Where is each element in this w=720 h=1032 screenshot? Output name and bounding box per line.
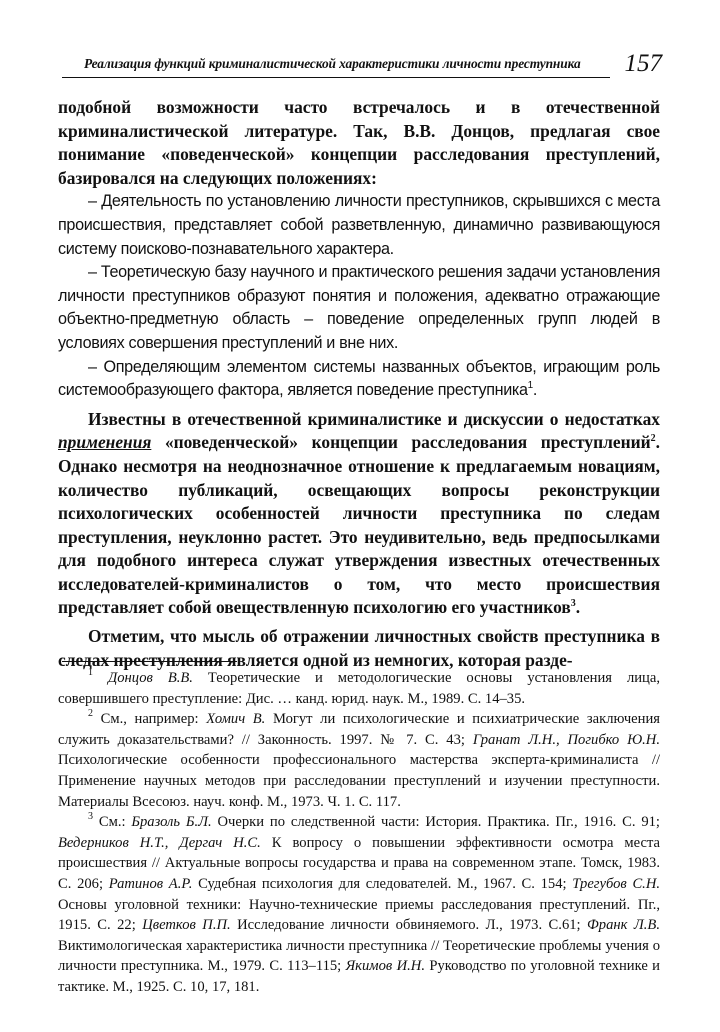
footnote-ref-2: 2 bbox=[650, 433, 656, 445]
footnote-text: См., например: bbox=[100, 711, 199, 728]
footnote-number: 1 bbox=[88, 667, 93, 678]
paragraph-6: Отметим, что мысль об отражении личностных свойств преступника в следах преступления является одной из немногих, которая разде- bbox=[58, 626, 660, 670]
paragraph-5-end: . bbox=[575, 597, 581, 618]
paragraph-4-text: – Определяющим элементом системы названных объектов, играющим роль системообразующего фактора, является поведение преступника bbox=[58, 357, 660, 400]
footnote-3 bbox=[58, 812, 660, 997]
paragraph-3: – Теоретическую базу научного и практического решения задачи установления личности преступников образуют понятия и положения, адекватно отражающие объектно-предметную область – поведение определенных групп людей в условиях совершения преступлений и вне них. bbox=[58, 263, 660, 352]
footnote-author: Гранат Л.Н., Погибко Ю.Н. bbox=[472, 731, 660, 748]
footnote-separator bbox=[62, 661, 237, 662]
paragraph-1: подобной возможности часто встречалось и в отечественной криминалистической литературе. Так, В.В. Донцов, предлагая свое понимание «поведенческой» концепции расследования преступлений, базировался на следующих положениях: bbox=[58, 97, 660, 188]
footnote-text: Виктимологическая характеристика личности преступника // Теоретические проблемы учения о личности преступника. М., 1979. С. 113–115; bbox=[58, 937, 660, 975]
footnote-2 bbox=[58, 709, 660, 812]
footnote-text: Теоретические и методологические основы установления лица, совершившего преступление: Дис. … канд. юрид. наук. М., 1989. С. 14–35. bbox=[58, 670, 660, 707]
footnote-author: Ратинов А.Р. bbox=[108, 875, 193, 892]
footnote-text: Судебная психология для следователей. М., 1967. С. 154; bbox=[198, 875, 567, 892]
footnote-number: 2 bbox=[88, 708, 93, 720]
running-title: Реализация функций криминалистической характеристики личности преступника bbox=[84, 56, 581, 71]
footnote-author: Якимов И.Н. bbox=[345, 958, 425, 975]
paragraph-4-end: . bbox=[532, 381, 538, 400]
footnote-author: Трегубов С.Н. bbox=[572, 875, 661, 892]
footnote-ref-3: 3 bbox=[570, 598, 576, 610]
footnote-number: 3 bbox=[88, 811, 93, 823]
header-rule bbox=[62, 77, 610, 78]
page-header bbox=[62, 50, 674, 84]
paragraph-5-b: «поведенческой» концепции расследования преступлений bbox=[164, 432, 651, 453]
paragraph-5-a: Известны в отечественной криминалистике и дискуссии о недостатках bbox=[88, 408, 660, 429]
footnote-text: Психологические особенности профессионального мастерства эксперта-криминалиста // Применение научных методов при расследовании преступлений и изучении преступности. Материалы Всесоюз. науч. конф. М., 1973. Ч. 1. С. 117. bbox=[58, 752, 660, 810]
paragraph-5-c: . Однако несмотря на неоднозначное отношение к предлагаемым новациям, количество публикаций, освещающих вопросы реконструкции психологических особенностей личности преступника по следам преступления, неуклонно растет. Это неудивительно, ведь предпосылками для подобного интереса служат утверждения известных отечественных исследователей-криминалистов о том, что место происшествия представляет собой овеществленную психологию его участников bbox=[58, 432, 660, 618]
footnotes bbox=[58, 668, 660, 998]
footnote-author: Бразоль Б.Л. bbox=[131, 814, 212, 831]
footnote-text: К вопросу о повышении эффективности осмотра места происшествия // Актуальные вопросы государства и права на современном этапе. Томск, 1983. С. 206; bbox=[58, 834, 661, 892]
footnote-1 bbox=[58, 668, 660, 709]
footnote-text: См.: bbox=[98, 814, 126, 831]
footnote-author: Цветков П.П. bbox=[142, 917, 231, 934]
footnote-text: Исследование личности обвиняемого. Л., 1973. С.61; bbox=[237, 917, 581, 934]
footnote-author: Хомич В. bbox=[206, 711, 266, 728]
page-number: 157 bbox=[624, 50, 662, 77]
paragraph-5 bbox=[58, 408, 660, 620]
main-text bbox=[58, 96, 660, 672]
paragraph-4 bbox=[58, 356, 660, 403]
footnote-text: Руководство по уголовной технике и тактике. М., 1925. С. 10, 17, 181. bbox=[58, 958, 660, 995]
footnote-text: Основы уголовной техники: Научно-технические приемы расследования преступлений. Пг., 1915. С. 22; bbox=[58, 896, 660, 934]
footnote-author: Франк Л.В. bbox=[587, 917, 660, 934]
footnote-text: Могут ли психологические и психиатрические заключения служить доказательствами? // Законность. 1997. № 7. С. 43; bbox=[58, 711, 660, 748]
footnote-author: Ведерников Н.Т., Дергач Н.С. bbox=[58, 834, 261, 851]
emphasized-word: применения bbox=[58, 432, 152, 453]
paragraph-2: – Деятельность по установлению личности преступников, скрывшихся с места происшествия, представляет собой разветвленную, динамично развивающуюся систему поисково-познавательного характера. bbox=[58, 192, 660, 258]
footnote-author: Донцов В.В. bbox=[107, 670, 193, 686]
footnote-ref-1: 1 bbox=[527, 380, 533, 392]
footnote-text: Очерки по следственной части: История. Практика. Пг., 1916. С. 91; bbox=[217, 814, 660, 831]
